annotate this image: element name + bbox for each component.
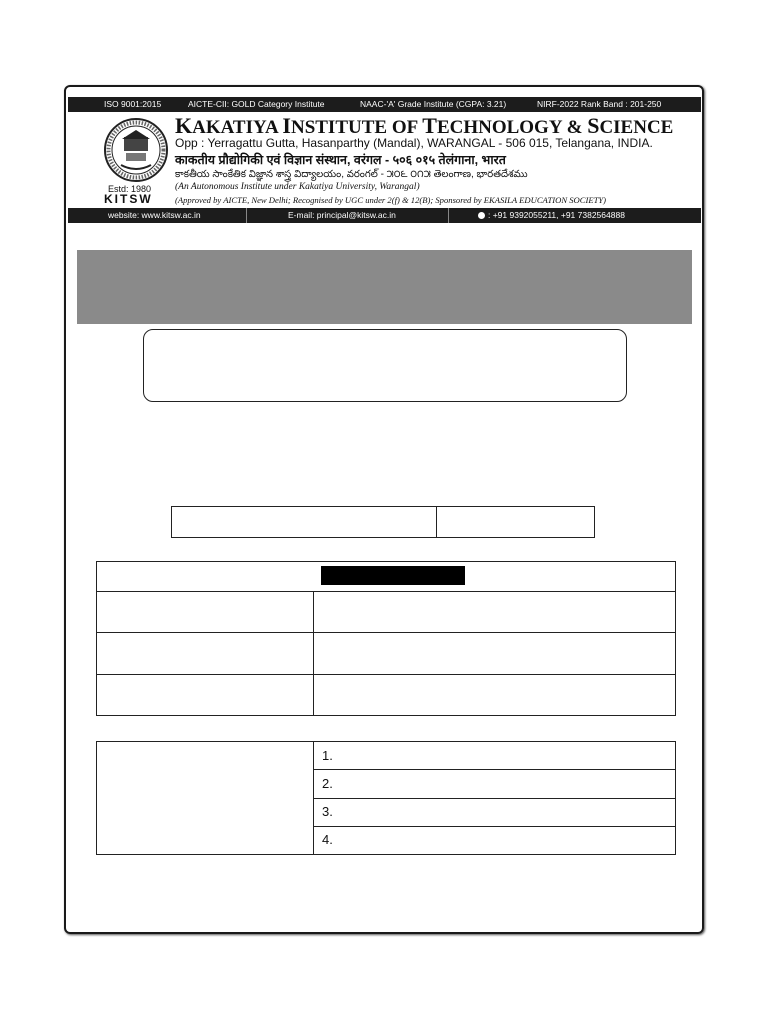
list-item-number: 4. [322,832,333,847]
email-link[interactable]: E-mail: principal@kitsw.ac.in [288,210,396,220]
institute-name-hindi: काकतीय प्रौद्योगिकी एवं विज्ञान संस्थान, वरंगल - ५०६ ०१५ तेलंगाना, भारत [175,153,506,167]
list-item-number: 3. [322,804,333,819]
list-item-number: 1. [322,748,333,763]
phone-icon [478,212,485,219]
approval-note: (Approved by AICTE, New Delhi; Recognised by UGC under 2(f) & 12(B); Sponsored by EKASILA EDUCATION SOCIETY) [175,195,606,205]
naac-text: NAAC-'A' Grade Institute (CGPA: 3.21) [360,99,507,109]
aicte-text: AICTE-CII: GOLD Category Institute [188,99,325,109]
institute-name: KAKATIYA INSTITUTE OF TECHNOLOGY & SCIENCE [175,113,674,138]
redacted-heading [321,566,465,585]
subtitle-box [143,329,627,402]
details-table [96,561,676,716]
short-name: KITSW [104,192,153,206]
kitsw-seal-icon [103,117,169,183]
nirf-text: NIRF-2022 Rank Band : 201-250 [537,99,662,109]
list-item-number: 2. [322,776,333,791]
autonomous-note: (An Autonomous Institute under Kakatiya University, Warangal) [175,182,420,192]
iso-text: ISO 9001:2015 [104,99,162,109]
phone-numbers: : +91 9392055211, +91 7382564888 [478,210,625,220]
title-band [77,250,692,324]
accreditation-bar [68,97,701,112]
contact-bar [68,208,701,223]
institute-name-telugu: కాకతీయ సాంకేతిక విజ్ఞాన శాస్త్ర విద్యాలయం, వరంగల్ - ౫౦౬ ౦౧౫ తెలంగాణ, భారతదేశము [175,169,528,180]
numbered-list-table [96,741,676,855]
institute-address: Opp : Yerragattu Gutta, Hasanparthy (Mandal), WARANGAL - 506 015, Telangana, INDIA. [175,136,653,150]
established-year: Estd: 1980 [108,184,152,194]
info-table-small [171,506,595,538]
website-link[interactable]: website: www.kitsw.ac.in [108,210,201,220]
